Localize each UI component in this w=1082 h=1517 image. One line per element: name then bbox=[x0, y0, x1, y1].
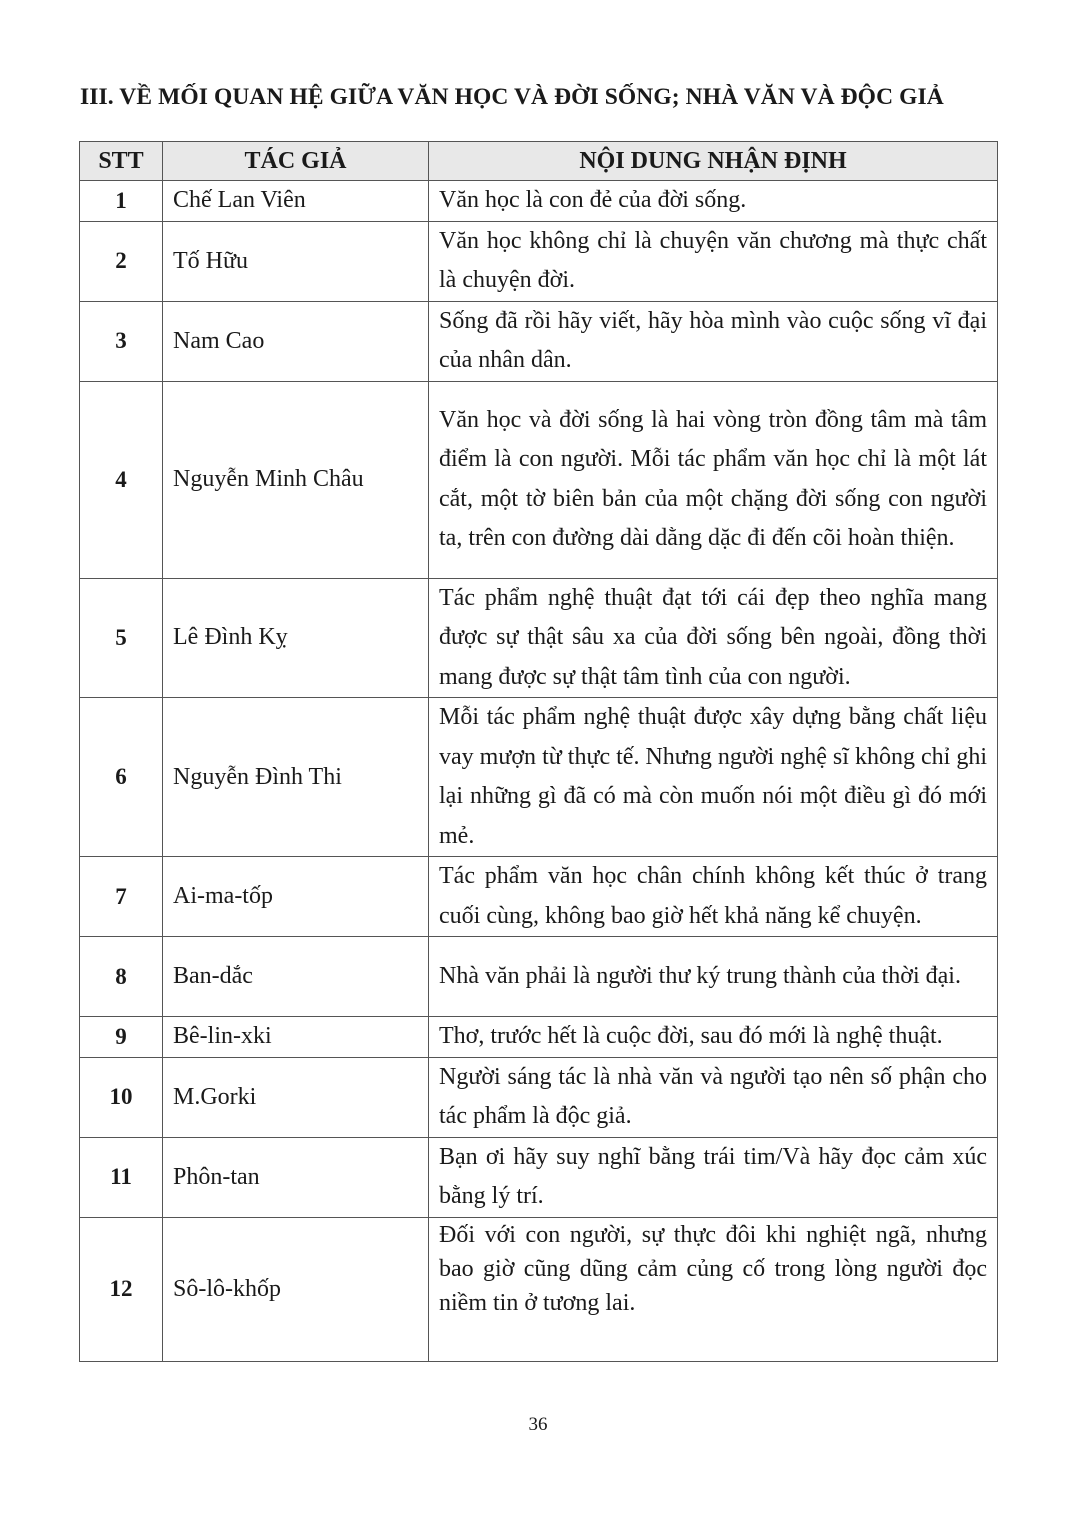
quotes-table-container bbox=[79, 141, 997, 1362]
row-content: Văn học và đời sống là hai vòng tròn đồng tâm mà tâm điểm là con người. Mỗi tác phẩm văn học chỉ là một lát cắt, một tờ biên bản của một chặng đời sống con người ta, trên con đường dài dằng dặc đi đến cõi hoàn thiện. bbox=[429, 381, 998, 578]
table-row bbox=[80, 301, 998, 381]
row-number: 10 bbox=[80, 1057, 163, 1137]
row-author: Chế Lan Viên bbox=[163, 181, 429, 222]
row-content: Bạn ơi hãy suy nghĩ bằng trái tim/Và hãy đọc cảm xúc bằng lý trí. bbox=[429, 1137, 998, 1217]
table-row bbox=[80, 698, 998, 857]
header-stt: STT bbox=[80, 142, 163, 181]
row-content: Văn học không chỉ là chuyện văn chương mà thực chất là chuyện đời. bbox=[429, 221, 998, 301]
table-row bbox=[80, 857, 998, 937]
row-content: Mỗi tác phẩm nghệ thuật được xây dựng bằng chất liệu vay mượn từ thực tế. Nhưng người nghệ sĩ không chỉ ghi lại những gì đã có mà còn muốn nói một điều gì đó mới mẻ. bbox=[429, 698, 998, 857]
row-number: 7 bbox=[80, 857, 163, 937]
row-number: 5 bbox=[80, 578, 163, 698]
row-number: 3 bbox=[80, 301, 163, 381]
row-author: Ban-dắc bbox=[163, 937, 429, 1017]
row-number: 6 bbox=[80, 698, 163, 857]
table-row bbox=[80, 937, 998, 1017]
row-number: 9 bbox=[80, 1017, 163, 1058]
row-content: Tác phẩm văn học chân chính không kết thúc ở trang cuối cùng, không bao giờ hết khả năng kể chuyện. bbox=[429, 857, 998, 937]
row-number: 1 bbox=[80, 181, 163, 222]
row-content: Nhà văn phải là người thư ký trung thành của thời đại. bbox=[429, 937, 998, 1017]
row-number: 8 bbox=[80, 937, 163, 1017]
row-author: Lê Đình Kỵ bbox=[163, 578, 429, 698]
row-number: 4 bbox=[80, 381, 163, 578]
row-author: Ai-ma-tốp bbox=[163, 857, 429, 937]
row-content: Văn học là con đẻ của đời sống. bbox=[429, 181, 998, 222]
row-author: M.Gorki bbox=[163, 1057, 429, 1137]
row-content: Người sáng tác là nhà văn và người tạo nên số phận cho tác phẩm là độc giả. bbox=[429, 1057, 998, 1137]
table-row bbox=[80, 1057, 998, 1137]
table-row bbox=[80, 1137, 998, 1217]
table-row bbox=[80, 221, 998, 301]
header-author: TÁC GIẢ bbox=[163, 142, 429, 181]
header-content: NỘI DUNG NHẬN ĐỊNH bbox=[429, 142, 998, 181]
row-number: 12 bbox=[80, 1217, 163, 1361]
row-number: 11 bbox=[80, 1137, 163, 1217]
row-author: Nam Cao bbox=[163, 301, 429, 381]
row-author: Bê-lin-xki bbox=[163, 1017, 429, 1058]
table-row bbox=[80, 578, 998, 698]
row-author: Nguyễn Minh Châu bbox=[163, 381, 429, 578]
row-author: Nguyễn Đình Thi bbox=[163, 698, 429, 857]
table-row bbox=[80, 1017, 998, 1058]
quotes-table bbox=[79, 141, 998, 1362]
section-heading: III. VỀ MỐI QUAN HỆ GIỮA VĂN HỌC VÀ ĐỜI SỐNG; NHÀ VĂN VÀ ĐỘC GIẢ bbox=[80, 84, 944, 110]
table-row bbox=[80, 181, 998, 222]
page-number: 36 bbox=[528, 1414, 548, 1435]
row-author: Phôn-tan bbox=[163, 1137, 429, 1217]
row-content: Tác phẩm nghệ thuật đạt tới cái đẹp theo nghĩa mang được sự thật sâu xa của đời sống bên ngoài, đồng thời mang được sự thật tâm tình của con người. bbox=[429, 578, 998, 698]
row-number: 2 bbox=[80, 221, 163, 301]
table-row bbox=[80, 381, 998, 578]
row-content: Thơ, trước hết là cuộc đời, sau đó mới là nghệ thuật. bbox=[429, 1017, 998, 1058]
table-row bbox=[80, 1217, 998, 1361]
row-content: Đối với con người, sự thực đôi khi nghiệt ngã, nhưng bao giờ cũng dũng cảm củng cố trong lòng người đọc niềm tin ở tương lai. bbox=[429, 1217, 998, 1361]
table-header-row bbox=[80, 142, 998, 181]
row-author: Sô-lô-khốp bbox=[163, 1217, 429, 1361]
row-content: Sống đã rồi hãy viết, hãy hòa mình vào cuộc sống vĩ đại của nhân dân. bbox=[429, 301, 998, 381]
row-author: Tố Hữu bbox=[163, 221, 429, 301]
